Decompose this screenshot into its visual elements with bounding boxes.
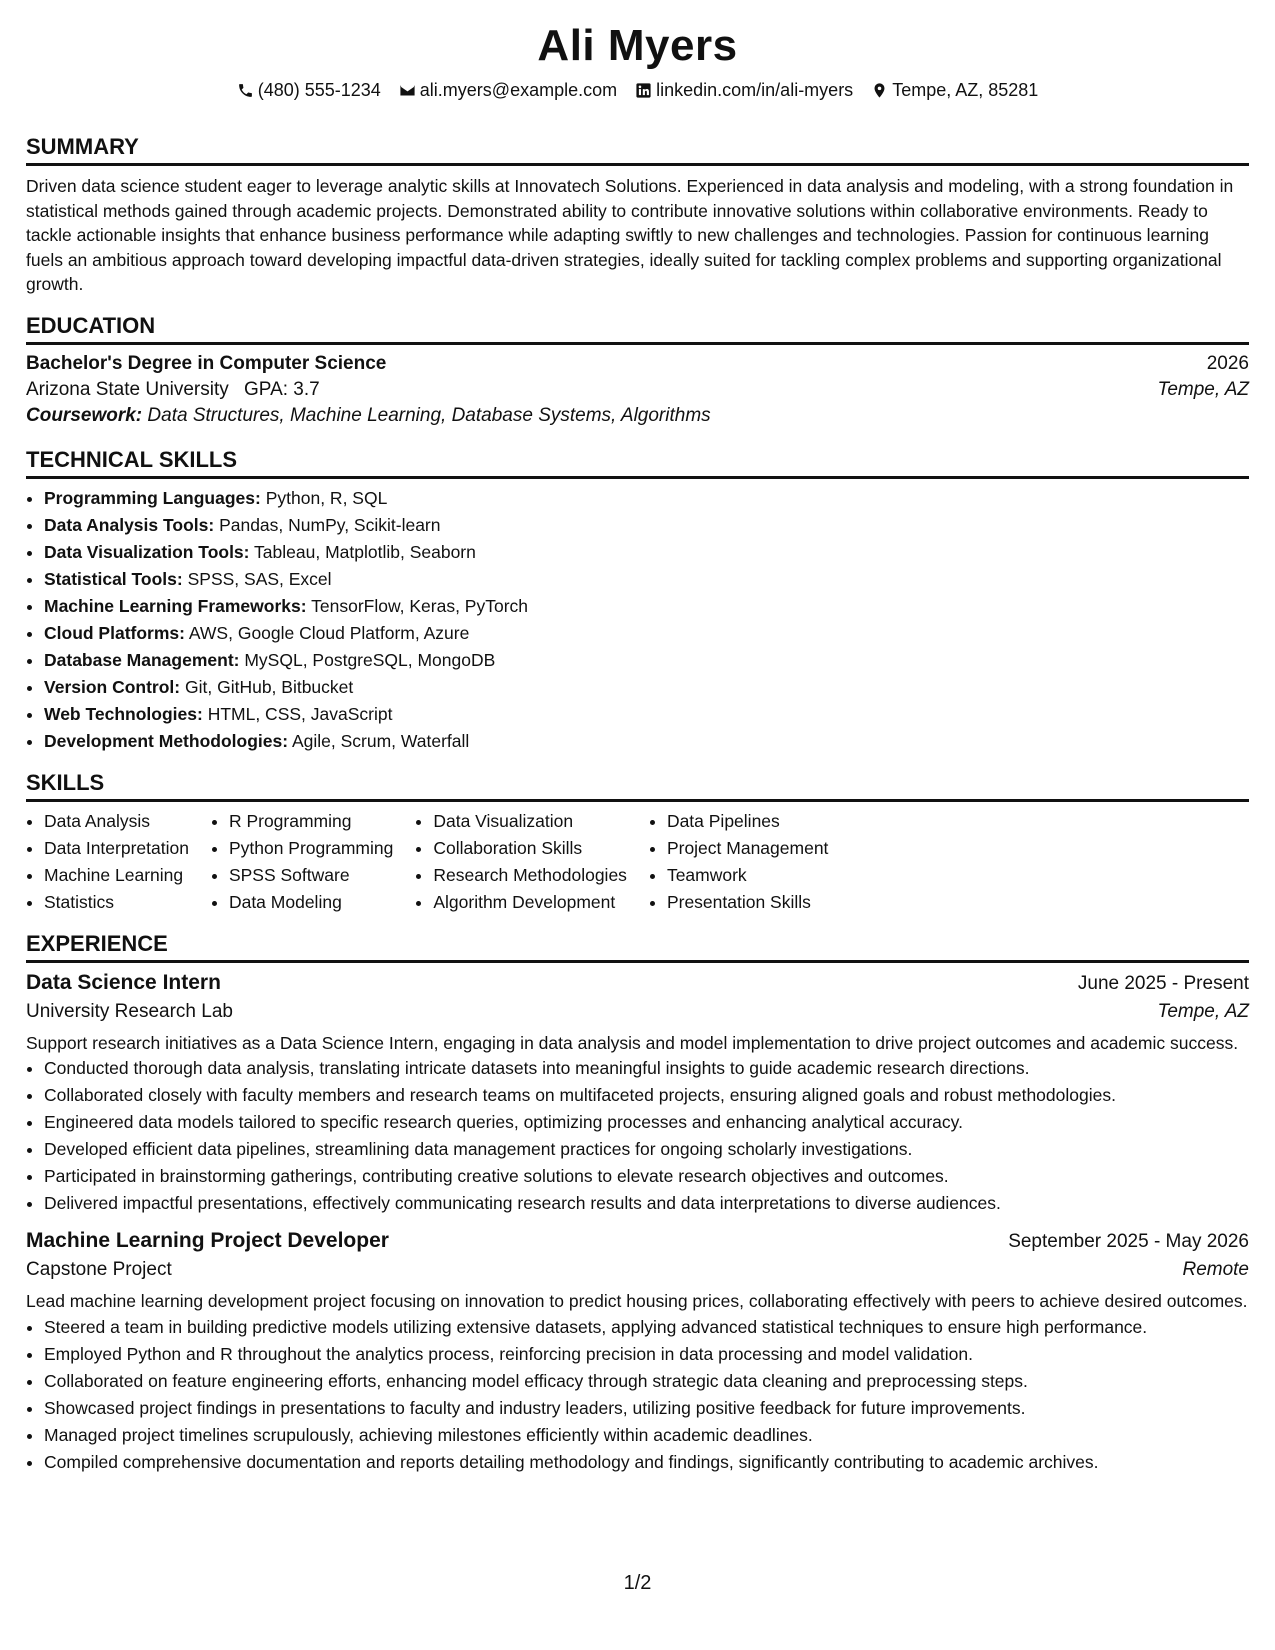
technical-skill-value: SPSS, SAS, Excel (187, 568, 332, 589)
technical-skill-value: Git, GitHub, Bitbucket (185, 676, 354, 697)
summary-section (26, 133, 1249, 297)
job-org-row (26, 1259, 1249, 1281)
technical-skills-heading: TECHNICAL SKILLS (26, 446, 1249, 479)
page-number: 1/2 (623, 1572, 652, 1594)
technical-skill-label: Cloud Platforms: (44, 622, 185, 643)
technical-skill-item (44, 620, 1249, 647)
envelope-icon (399, 82, 416, 99)
job-bullet: • Managed project timelines scrupulously, achieving milestones efficiently within academic deadlines. (44, 1422, 1249, 1449)
school-info (26, 379, 320, 401)
map-pin-icon (871, 82, 888, 99)
skill-item: • Data Interpretation (44, 835, 189, 862)
candidate-name: Ali Myers (537, 21, 738, 70)
technical-skill-label: Database Management: (44, 649, 240, 670)
job-summary: Lead machine learning development project focusing on innovation to predict housing prices, collaborating effectively with peers to achieve desired outcomes. (26, 1291, 1248, 1311)
skill-item: • SPSS Software (229, 862, 393, 889)
job-bullet: • Steered a team in building predictive models utilizing extensive datasets, applying advanced statistical techniques to ensure high performance. (44, 1314, 1249, 1341)
job-bullet: • Showcased project findings in presentations to faculty and industry leaders, utilizing positive feedback for future improvements. (44, 1395, 1249, 1422)
gpa: GPA: 3.7 (244, 378, 320, 400)
skills-column (26, 808, 189, 916)
technical-skill-label: Data Visualization Tools: (44, 541, 250, 562)
skill-item: • Algorithm Development (433, 889, 627, 916)
technical-skill-label: Programming Languages: (44, 487, 261, 508)
technical-skills-list (26, 485, 1249, 755)
technical-skill-item (44, 674, 1249, 701)
technical-skill-value: Agile, Scrum, Waterfall (291, 730, 470, 751)
job-organization: University Research Lab (26, 1000, 233, 1022)
job-bullet: • Developed efficient data pipelines, streamlining data management practices for ongoing scholarly investigations. (44, 1136, 1249, 1163)
job-location: Remote (1182, 1259, 1249, 1280)
experience-heading: EXPERIENCE (26, 930, 1249, 963)
skill-item: • Data Pipelines (667, 808, 828, 835)
skill-item: • Project Management (667, 835, 828, 862)
education-row-2 (26, 379, 1249, 401)
technical-skill-item (44, 539, 1249, 566)
contact-location (871, 78, 1038, 102)
job-bullets (26, 1055, 1249, 1217)
skill-item: • Data Modeling (229, 889, 393, 916)
technical-skill-label: Web Technologies: (44, 703, 203, 724)
job-bullet: • Employed Python and R throughout the analytics process, reinforcing precision in data processing and model validation. (44, 1341, 1249, 1368)
job-bullet: • Compiled comprehensive documentation and reports detailing methodology and findings, significantly contributing to academic archives. (44, 1449, 1249, 1476)
technical-skill-label: Development Methodologies: (44, 730, 289, 751)
technical-skill-item (44, 593, 1249, 620)
school-name: Arizona State University (26, 378, 229, 400)
contact-linkedin[interactable] (635, 78, 853, 102)
experience-list (26, 971, 1249, 1476)
coursework-line (26, 405, 1249, 427)
skills-column (415, 808, 627, 916)
skill-item: • Machine Learning (44, 862, 189, 889)
job-summary: Support research initiatives as a Data Science Intern, engaging in data analysis and model implementation to drive project outcomes and academic success. (26, 1032, 1239, 1053)
technical-skills-section (26, 446, 1249, 755)
technical-skill-item (44, 728, 1249, 755)
skill-item: • R Programming (229, 808, 393, 835)
summary-heading: SUMMARY (26, 133, 1249, 166)
skill-item: • Data Visualization (433, 808, 627, 835)
job-location: Tempe, AZ (1157, 1000, 1249, 1022)
job-bullet: • Conducted thorough data analysis, translating intricate datasets into meaningful insights to guide academic research directions. (44, 1055, 1249, 1082)
technical-skill-item (44, 485, 1249, 512)
technical-skill-label: Data Analysis Tools: (44, 514, 215, 535)
skill-item: • Data Analysis (44, 808, 189, 835)
technical-skill-value: Python, R, SQL (265, 487, 388, 508)
experience-section (26, 930, 1249, 1476)
skill-item: • Python Programming (229, 835, 393, 862)
technical-skill-item (44, 566, 1249, 593)
skill-item: • Research Methodologies (433, 862, 627, 889)
contact-bar (26, 78, 1249, 102)
degree-title: Bachelor's Degree in Computer Science (26, 352, 387, 374)
email-text: ali.myers@example.com (419, 80, 618, 100)
job-entry (26, 971, 1249, 1218)
skill-item: • Presentation Skills (667, 889, 828, 916)
job-header-row (26, 971, 1249, 995)
education-heading: EDUCATION (26, 312, 1249, 345)
skills-column (211, 808, 393, 916)
job-bullet: • Delivered impactful presentations, effectively communicating research results and data interpretations to diverse audiences. (44, 1190, 1249, 1217)
technical-skill-item (44, 701, 1249, 728)
job-bullet: • Engineered data models tailored to specific research queries, optimizing processes and enhancing analytical accuracy. (44, 1109, 1249, 1136)
skills-heading: SKILLS (26, 769, 1249, 802)
technical-skill-value: TensorFlow, Keras, PyTorch (311, 595, 529, 616)
job-bullet: • Participated in brainstorming gatherings, contributing creative solutions to elevate research objectives and outcomes. (44, 1163, 1249, 1190)
linkedin-text: linkedin.com/in/ali-myers (656, 80, 854, 100)
resume-page (26, 20, 1249, 1476)
location-text: Tempe, AZ, 85281 (892, 80, 1039, 100)
coursework-label: Coursework: (26, 404, 143, 426)
job-dates: September 2025 - May 2026 (1008, 1231, 1249, 1252)
job-organization: Capstone Project (26, 1259, 172, 1280)
contact-email[interactable] (399, 78, 617, 102)
job-header-row (26, 1229, 1249, 1253)
coursework-list: Data Structures, Machine Learning, Database Systems, Algorithms (147, 404, 711, 426)
technical-skill-value: Tableau, Matplotlib, Seaborn (254, 541, 476, 562)
contact-phone[interactable] (237, 78, 381, 102)
skill-item: • Statistics (44, 889, 189, 916)
job-bullets (26, 1314, 1249, 1476)
skill-item: • Teamwork (667, 862, 828, 889)
technical-skill-label: Version Control: (44, 676, 181, 697)
technical-skill-value: MySQL, PostgreSQL, MongoDB (244, 649, 496, 670)
graduation-year: 2026 (1206, 352, 1249, 374)
technical-skill-label: Statistical Tools: (44, 568, 183, 589)
phone-text: (480) 555-1234 (257, 80, 381, 100)
job-role: Machine Learning Project Developer (26, 1229, 389, 1252)
technical-skill-item (44, 512, 1249, 539)
skills-column (649, 808, 828, 916)
technical-skill-item (44, 647, 1249, 674)
job-bullet: • Collaborated closely with faculty members and research teams on multifaceted projects, ensuring aligned goals and robust methodologies. (44, 1082, 1249, 1109)
education-section (26, 312, 1249, 427)
technical-skill-value: Pandas, NumPy, Scikit-learn (219, 514, 441, 535)
job-dates: June 2025 - Present (1077, 972, 1249, 994)
education-row-1 (26, 353, 1249, 375)
skills-grid (26, 808, 1249, 916)
technical-skill-value: HTML, CSS, JavaScript (207, 703, 393, 724)
technical-skill-value: AWS, Google Cloud Platform, Azure (188, 622, 470, 643)
school-location: Tempe, AZ (1157, 378, 1249, 400)
summary-text: Driven data science student eager to leverage analytic skills at Innovatech Solutions. Experienced in data analysis and modeling, with a strong foundation in statistical methods gained through academic projects. Demonstrated ability to contribute innovative solutions within collaborative environments. Ready to tackle actionable insights that enhance business performance while adapting swiftly to new challenges and technologies. Passion for continuous learning fuels an ambitious approach toward developing impactful data-driven strategies, ideally suited for tackling complex problems and supporting organizational growth. (26, 176, 1234, 294)
phone-icon (237, 82, 254, 99)
job-bullet: • Collaborated on feature engineering efforts, enhancing model efficacy through strategic data cleaning and preprocessing steps. (44, 1368, 1249, 1395)
job-org-row (26, 1001, 1249, 1023)
technical-skill-label: Machine Learning Frameworks: (44, 595, 307, 616)
skill-item: • Collaboration Skills (433, 835, 627, 862)
job-entry (26, 1229, 1249, 1476)
linkedin-icon (635, 82, 652, 99)
job-role: Data Science Intern (26, 970, 221, 994)
skills-section (26, 769, 1249, 916)
